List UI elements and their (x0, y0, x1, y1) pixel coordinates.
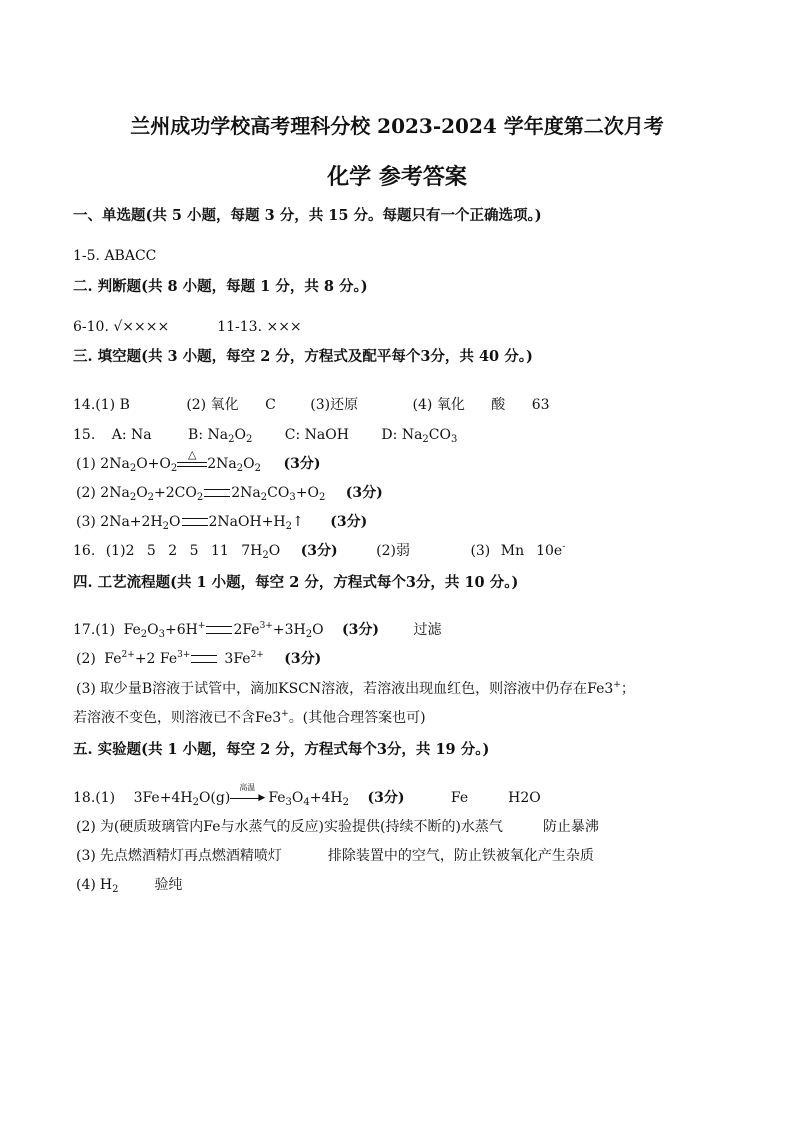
q15-eq3: (3) $2Na+2H_2O$ $2NaOH+H_2↑$ (3分) (76, 514, 368, 532)
answer-11-13: 11-13. ××× (217, 319, 302, 335)
q17-p1: 17.(1) $Fe_2O_3+6H^+$ $2Fe^{3+}+3H_2O$ (3分) 过滤 (73, 621, 442, 640)
q15-line (73, 426, 457, 444)
answer-6-10: 6-10. √×××× (73, 319, 170, 335)
school-title: 兰州成功学校高考理科分校 2023-2024 学年度第二次月考 (130, 114, 664, 138)
q17-p3-line1: (3) 取少量B溶液于试管中，滴加KSCN溶液，若溶液出现血红色，则溶液中仍存在Fe3+； (76, 680, 635, 697)
q14-p1: B (119, 397, 130, 413)
q17-p3-line2: 若溶液不变色，则溶液已不含Fe3+。(其他合理答案也可) (73, 709, 426, 726)
q18-score: (3分) (367, 790, 405, 806)
q14-p4-label: (4) (412, 397, 433, 413)
q14-p4b: 酸 (491, 397, 506, 413)
section2-heading: 二. 判断题(共 8 小题，每题 1 分，共 8 分。) (73, 278, 368, 295)
q14-p4c: 63 (531, 397, 550, 413)
q17-extra: 过滤 (413, 622, 442, 638)
q14-p1-label: (1) (95, 397, 116, 413)
q15-eq2-score: (3分) (345, 485, 383, 501)
equals-sign (182, 518, 208, 526)
q17-p2-score: (3分) (284, 651, 322, 667)
q14-p2b: C (265, 397, 276, 413)
q15-num: 15. (73, 427, 96, 443)
q18-p4: (4) $H_2$ 验纯 (76, 877, 183, 895)
q15-d: D: $Na_2CO_3$ (381, 427, 458, 445)
q14-p2-label: (2) (186, 397, 207, 413)
q17-score: (3分) (342, 622, 380, 638)
q14-num: 14. (73, 397, 96, 413)
section1-answer: 1-5. ABACC (73, 248, 157, 264)
q15-eq3-score: (3分) (330, 514, 368, 530)
section2-answer (73, 318, 302, 336)
q15-a: A: Na (111, 427, 152, 443)
high-temp-arrow: 高温 ▶ (230, 792, 264, 804)
q14-p2a: 氧化 (210, 397, 239, 413)
q14-p4a: 氧化 (436, 397, 465, 413)
q16-line: 16. (1)2 5 2 5 11 $7H_2O$ (3分) (2)弱 (3) Mn 10e- (73, 542, 566, 561)
section5-heading: 五. 实验题(共 1 小题，每空 2 分，方程式每个3分，共 19 分。) (73, 741, 490, 758)
q15-b: B: $Na_2O_2$ (188, 427, 253, 445)
equals-sign (204, 489, 230, 497)
equals-sign (191, 655, 217, 663)
q14-p3-label: (3) (310, 397, 331, 413)
section4-heading: 四. 工艺流程题(共 1 小题，每空 2 分，方程式每个3分，共 10 分。) (73, 574, 519, 591)
q18-p1: 18.(1) $3Fe+4H_2O(g)$ 高温 ▶ $Fe_3O_4+4H_2$ (3分) Fe H2O (73, 783, 541, 808)
heat-equals-sign: △ (177, 458, 207, 470)
q15-c: C: NaOH (284, 427, 349, 443)
q16-p2: 弱 (395, 543, 410, 559)
q18-p3: (3) 先点燃酒精灯再点燃酒精喷灯 排除装置中的空气，防止铁被氧化产生杂质 (76, 848, 594, 864)
subject-title: 化学 参考答案 (327, 164, 467, 190)
q16-score: (3分) (300, 543, 338, 559)
q14-p3: 还原 (330, 397, 359, 413)
q15-eq2: (2) $2Na_2O_2+2CO_2$ $2Na_2CO_3+O_2$ (3分) (76, 485, 383, 503)
equals-sign (206, 626, 232, 634)
section1-heading: 一、单选题(共 5 小题，每题 3 分，共 15 分。每题只有一个正确选项。) (73, 207, 542, 224)
section3-heading: 三. 填空题(共 3 小题，每空 2 分，方程式及配平每个3分，共 40 分。) (73, 348, 533, 365)
q18-p2: (2) 为(硬质玻璃管内Fe与水蒸气的反应)实验提供(持续不断的)水蒸气 防止暴沸 (76, 819, 599, 835)
q15-eq1: (1) $2Na_2O+O_2$ △ $2Na_2O_2$ (3分) (76, 448, 321, 474)
q14-line (73, 396, 550, 414)
q15-eq1-score: (3分) (283, 456, 321, 472)
q17-p2: (2) $Fe^{2+}+2$ $Fe^{3+}$ $3Fe^{2+}$ (3分) (76, 650, 322, 667)
